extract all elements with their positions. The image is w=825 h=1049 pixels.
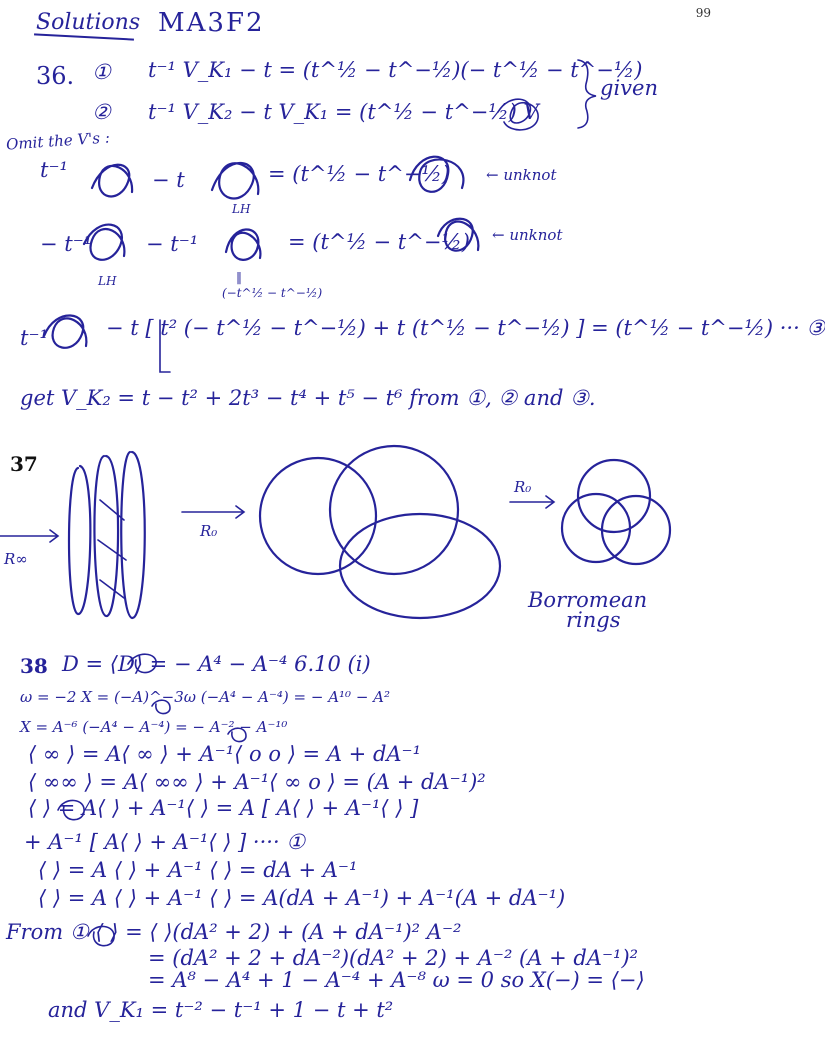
p38-line-1: D = ⟨D⟩ = − A⁴ − A⁻⁴ 6.10 (i)	[62, 652, 371, 676]
problem-38-number: 38	[20, 654, 48, 678]
row3-rest: − t [ t² (− t^½ − t^−½) + t (t^½ − t^−½) ] = (t^½ − t^−½) ··· ③	[106, 316, 825, 340]
row1-coef: t⁻¹	[40, 158, 68, 182]
knot-eq2-icon	[498, 99, 538, 130]
arrow-r0-1	[182, 506, 244, 518]
knot-x-icon-1	[152, 700, 170, 713]
p38-line-12: = A⁸ − A⁴ + 1 − A⁻⁴ + A⁻⁸ ω = 0 so X(−) = ⟨−⟩	[148, 968, 645, 992]
row2-unknot-note: ← unknot	[492, 226, 563, 244]
eq1-label: ①	[92, 60, 111, 84]
tangle-outer-left	[69, 466, 90, 614]
row1-minus-t: − t	[152, 168, 185, 192]
knot-row2-a-icon	[84, 225, 124, 260]
row1-lh-label: LH	[232, 202, 251, 216]
header-course-code: MA3F2	[158, 8, 265, 38]
borromean-caption-1: Borromean	[528, 588, 648, 612]
borromean-ring-right	[602, 496, 670, 564]
bracket-row3	[160, 320, 170, 372]
p38-line-7: + A⁻¹ [ A⟨ ⟩ + A⁻¹⟨ ⟩ ] ···· ①	[24, 830, 306, 854]
header-title: Solutions	[36, 10, 141, 35]
eq2-label: ②	[92, 100, 111, 124]
ring-right	[330, 446, 458, 574]
row2-minus: − t⁻¹	[146, 232, 199, 256]
row2-lh-label: LH	[98, 274, 117, 288]
problem-37-number: 37	[10, 452, 38, 476]
given-note: given	[600, 76, 658, 100]
p38-line-2: ω = −2 X = (−A)^−3ω (−A⁴ − A⁻⁴) = − A¹⁰ − A²	[20, 688, 391, 706]
r-infinity-label: R∞	[4, 550, 28, 568]
knot-bracket-icon	[58, 800, 84, 819]
knot-x-icon-2	[228, 728, 246, 741]
v-k2-result: get V_K₂ = t − t² + 2t³ − t⁴ + t⁵ − t⁶ from ①, ② and ③.	[20, 386, 596, 410]
r0-label-1: R₀	[200, 522, 218, 540]
given-brace	[578, 60, 596, 128]
row3-coef: t⁻¹	[20, 326, 48, 350]
row1-unknot-note: ← unknot	[486, 166, 557, 184]
knot-D-icon	[128, 654, 156, 672]
row2-coef: − t⁻¹	[40, 232, 93, 256]
ring-left	[260, 458, 376, 574]
omit-note: Omit the V's :	[5, 128, 111, 154]
borromean-caption-2: rings	[566, 608, 621, 632]
p38-line-9: ⟨ ⟩ = A ⟨ ⟩ + A⁻¹ ⟨ ⟩ = A(dA + A⁻¹) + A⁻¹(A + dA⁻¹)	[38, 886, 566, 910]
knot-row2-unknot-icon	[438, 219, 478, 251]
knot-from1-icon	[88, 926, 114, 945]
row2-eq: = (t^½ − t^−½)	[288, 230, 470, 254]
r0-label-2: R₀	[514, 478, 532, 496]
knot-row2-b-icon	[226, 229, 260, 259]
eq2-text: t⁻¹ V_K₂ − t V_K₁ = (t^½ − t^−½) V	[148, 100, 539, 124]
row1-eq: = (t^½ − t^−½)	[268, 162, 450, 186]
p38-line-11: = (dA² + 2 + dA⁻²)(dA² + 2) + A⁻² (A + dA⁻¹)²	[148, 946, 639, 970]
row2-sub-value: (−t^½ − t^−½)	[222, 286, 323, 300]
arrow-r-infinity	[0, 530, 58, 542]
knot-row1-b-icon	[212, 163, 258, 199]
problem-36-number: 36.	[36, 62, 75, 90]
p38-line-13: and V_K₁ = t⁻² − t⁻¹ + 1 − t + t²	[48, 998, 394, 1022]
row2-sub-equal: ‖	[236, 270, 242, 284]
p38-line-8: ⟨ ⟩ = A ⟨ ⟩ + A⁻¹ ⟨ ⟩ = dA + A⁻¹	[38, 858, 358, 882]
tangle-right	[121, 452, 145, 618]
p38-line-4: ⟨ ∞ ⟩ = A⟨ ∞ ⟩ + A⁻¹⟨ o o ⟩ = A + dA⁻¹	[28, 742, 422, 766]
p38-line-10: From ① ⟨ ⟩ = ⟨ ⟩(dA² + 2) + (A + dA⁻¹)² A⁻²	[6, 920, 462, 944]
tangle-middle	[94, 456, 118, 616]
knot-row1-unknot-icon	[410, 157, 463, 192]
knot-row1-a-icon	[92, 165, 132, 197]
arrow-r0-2	[510, 496, 554, 508]
p38-line-6: ⟨ ⟩ = A⟨ ⟩ + A⁻¹⟨ ⟩ = A [ A⟨ ⟩ + A⁻¹⟨ ⟩ ]	[28, 796, 419, 820]
p38-line-3: X = A⁻⁶ (−A⁴ − A⁻⁴) = − A⁻² − A⁻¹⁰	[20, 718, 288, 736]
eq1-text: t⁻¹ V_K₁ − t = (t^½ − t^−½)(− t^½ − t^−½)	[148, 58, 643, 82]
knot-row3-icon	[44, 315, 86, 347]
page-number: 99	[695, 6, 711, 20]
p38-line-5: ⟨ ∞∞ ⟩ = A⟨ ∞∞ ⟩ + A⁻¹⟨ ∞ o ⟩ = (A + dA⁻¹)²	[28, 770, 486, 794]
